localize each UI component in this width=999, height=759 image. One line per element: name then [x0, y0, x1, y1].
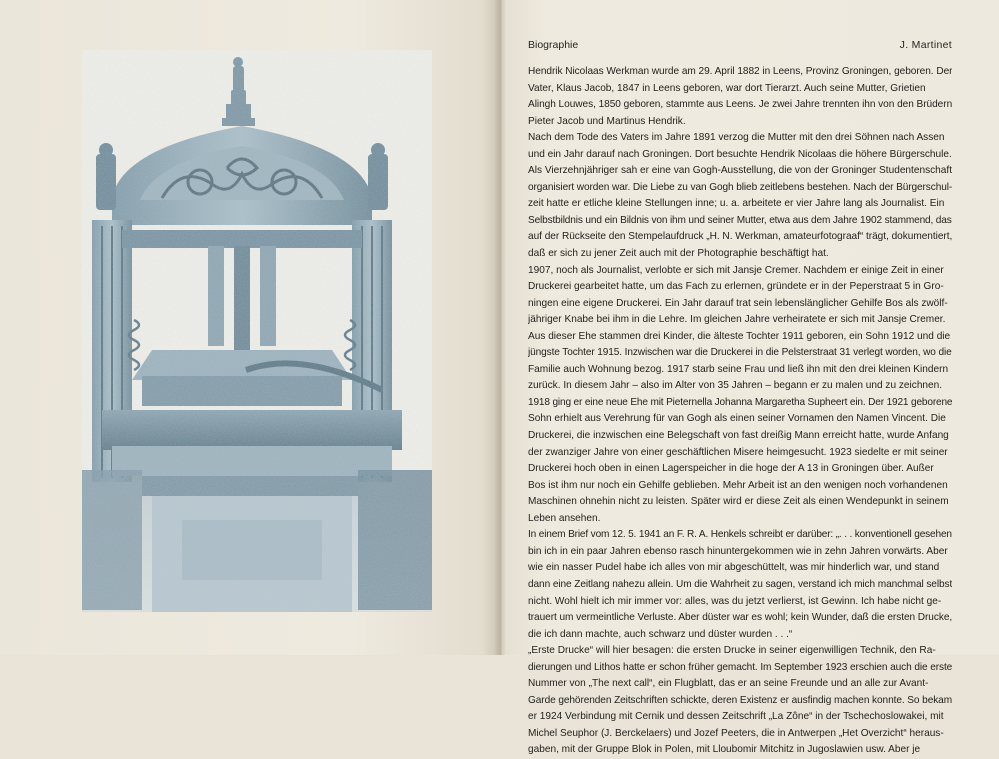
text-line: Sohn erhielt aus Verehrung für van Gogh als einen seiner Vornamen den Namen Vincent. Die — [528, 413, 946, 425]
text-line: jähriger Knabe bei ihm in die Lehre. Im gleichen Jahre verheiratete er sich mit Jansje Cremer. — [528, 314, 946, 326]
text-line: er 1924 Verbindung mit Cernik und dessen Zeitschrift „La Zône“ in der Tschechoslowakei, mit — [528, 711, 944, 723]
book-gutter — [495, 0, 507, 655]
text-line: Nach dem Tode des Vaters im Jahre 1891 verzog die Mutter mit den drei Söhnen nach Assen — [528, 132, 945, 144]
text-line: daß er sich zu jener Zeit auch mit der Photographie beschäftigt hat. — [528, 248, 829, 260]
text-line: Nummer von „The next call“, ein Flugblatt, das er an seine Freunde und an alle zur Avant- — [528, 678, 929, 690]
text-line: wie ein nasser Pudel habe ich alles von mir abgeschüttelt, was mir hinderlich war, und stand — [528, 562, 940, 574]
text-line: trauert um vermeintliche Verluste. Aber düster war es wohl; kein Wunder, daß die ersten Drucke, — [528, 612, 952, 624]
text-line: organisiert worden war. Die Liebe zu van Gogh blieb zeitlebens bestehen. Nach der Bürgerschul- — [528, 181, 952, 193]
text-line: Selbstbildnis und ein Bildnis von ihm und seiner Mutter, etwa aus dem Jahre 1902 stammend, das — [528, 214, 952, 226]
text-line: und ein Jahr darauf nach Groningen. Dort besuchte Hendrik Nicolaas die höhere Bürgerschule. — [528, 148, 952, 160]
text-line: „Erste Drucke“ will hier besagen: die ersten Drucke in seiner eigenwilligen Technik, den Ra- — [528, 645, 936, 657]
text-line: Druckerei, die inzwischen eine Belegschaft von fast dreißig Mann erreicht hatte, wurde Anfang — [528, 430, 949, 442]
author-name: J. Martinet — [899, 39, 952, 51]
section-title: Biographie — [528, 39, 579, 51]
text-line: In einem Brief vom 12. 5. 1941 an F. R. A. Henkels schreibt er darüber: „. . . konventionell gesehen — [528, 529, 952, 541]
text-line: Bos ist ihm nur noch ein Gehilfe geblieben. Mehr Arbeit ist an den wenigen noch vorhandenen — [528, 479, 948, 491]
text-line: Hendrik Nicolaas Werkman wurde am 29. April 1882 in Leens, Provinz Groningen, geboren. Der — [528, 66, 952, 77]
text-line: Alingh Louwes, 1850 geboren, stammte aus Leens. Je zwei Jahre trennten ihn von den Brüdern — [528, 99, 952, 111]
text-line: Maschinen ohnehin nicht zu leisten. Später wird er diese Zeit als einen Wendepunkt in seinem — [528, 496, 949, 508]
text-line: 1918 ging er eine neue Ehe mit Pieternella Johanna Margaretha Supheert ein. Der 1921 geborene — [528, 396, 952, 408]
text-line: zeit hatte er etliche kleine Stellungen inne; u. a. arbeitete er vier Jahre lang als Journalist. Ein — [528, 198, 945, 210]
text-line: nicht. Wohl hielt ich mir immer vor: alles, was du jetzt verlierst, ist Gewinn. Ich habe nicht ge- — [528, 595, 942, 607]
running-header — [528, 39, 952, 55]
text-line: ningen eine eigene Druckerei. Ein Jahr darauf trat sein lebenslänglicher Gehilfe Bos als zwölf- — [528, 297, 948, 309]
text-line: Als Vierzehnjähriger sah er eine van Gogh-Ausstellung, die von der Groninger Studentenschaft — [528, 165, 952, 177]
text-line: die ich dann machte, auch schwarz und düster wurden . . .“ — [528, 628, 793, 640]
text-line: Leben ansehen. — [528, 512, 601, 524]
text-line: Vater, Klaus Jacob, 1847 in Leens geboren, war dort Tierarzt. Auch seine Mutter, Grietien — [528, 82, 926, 94]
text-line: jüngste Tochter 1915. Inzwischen war die Druckerei in die Pelsterstraat 31 verlegt worden, wo die — [528, 347, 952, 359]
text-line: Michel Seuphor (J. Berckelaers) und Jozef Peeters, die in Antwerpen „Het Overzicht“ heraus- — [528, 727, 944, 739]
text-line: Pieter Jacob und Martinus Hendrik. — [528, 115, 686, 127]
text-line: Aus dieser Ehe stammen drei Kinder, die älteste Tochter 1911 geboren, ein Sohn 1912 und die — [528, 330, 951, 342]
text-line: Druckerei gearbeitet hatte, um das Fach zu erlernen, gründete er in der Peperstraat 5 in Gro- — [528, 281, 944, 293]
text-line: Garde gehörenden Zeitschriften schickte, deren Existenz er ausfindig machen konnte. So bekam — [528, 694, 952, 706]
text-line: auf der Rückseite den Stempelaufdruck „H. N. Werkman, amateurfotograaf“ trägt, dokumentiert, — [528, 231, 952, 243]
text-line: der zwanziger Jahre von einer geschäftlichen Misere heimgesucht. 1923 siedelte er mit seiner — [528, 446, 948, 458]
printing-press-illustration — [82, 50, 432, 612]
left-page — [0, 0, 497, 655]
text-line: bin ich in ein paar Jahren ebenso rasch hinuntergekommen wie in zehn Jahren vorwärts. Aber — [528, 545, 948, 557]
text-line: dann eine Zeitlang nahezu allein. Um die Wahrheit zu sagen, verstand ich mich manchmal selbst — [528, 578, 952, 590]
text-line: dierungen und Lithos hatte er schon früher gemacht. Im September 1923 erschien auch die erste — [528, 661, 952, 673]
text-line: Druckerei hoch oben in einen Lagerspeicher in die hoge der A 13 in Groningen über. Außer — [528, 463, 934, 475]
text-line: Familie auch Wohnung bezog. 1917 starb seine Frau und ließ ihn mit den drei kleinen Kindern — [528, 363, 949, 375]
text-line: zurück. In diesem Jahr – also im Alter von 35 Jahren – begann er zu malen und zu zeichnen. — [528, 380, 943, 392]
text-line: 1907, noch als Journalist, verlobte er sich mit Jansje Cremer. Nachdem er einige Zeit in einer — [528, 264, 944, 276]
text-line: gaben, mit der Gruppe Blok in Polen, mit Lloubomir Mitchitz in Jugoslawien usw. Aber je — [528, 744, 921, 756]
